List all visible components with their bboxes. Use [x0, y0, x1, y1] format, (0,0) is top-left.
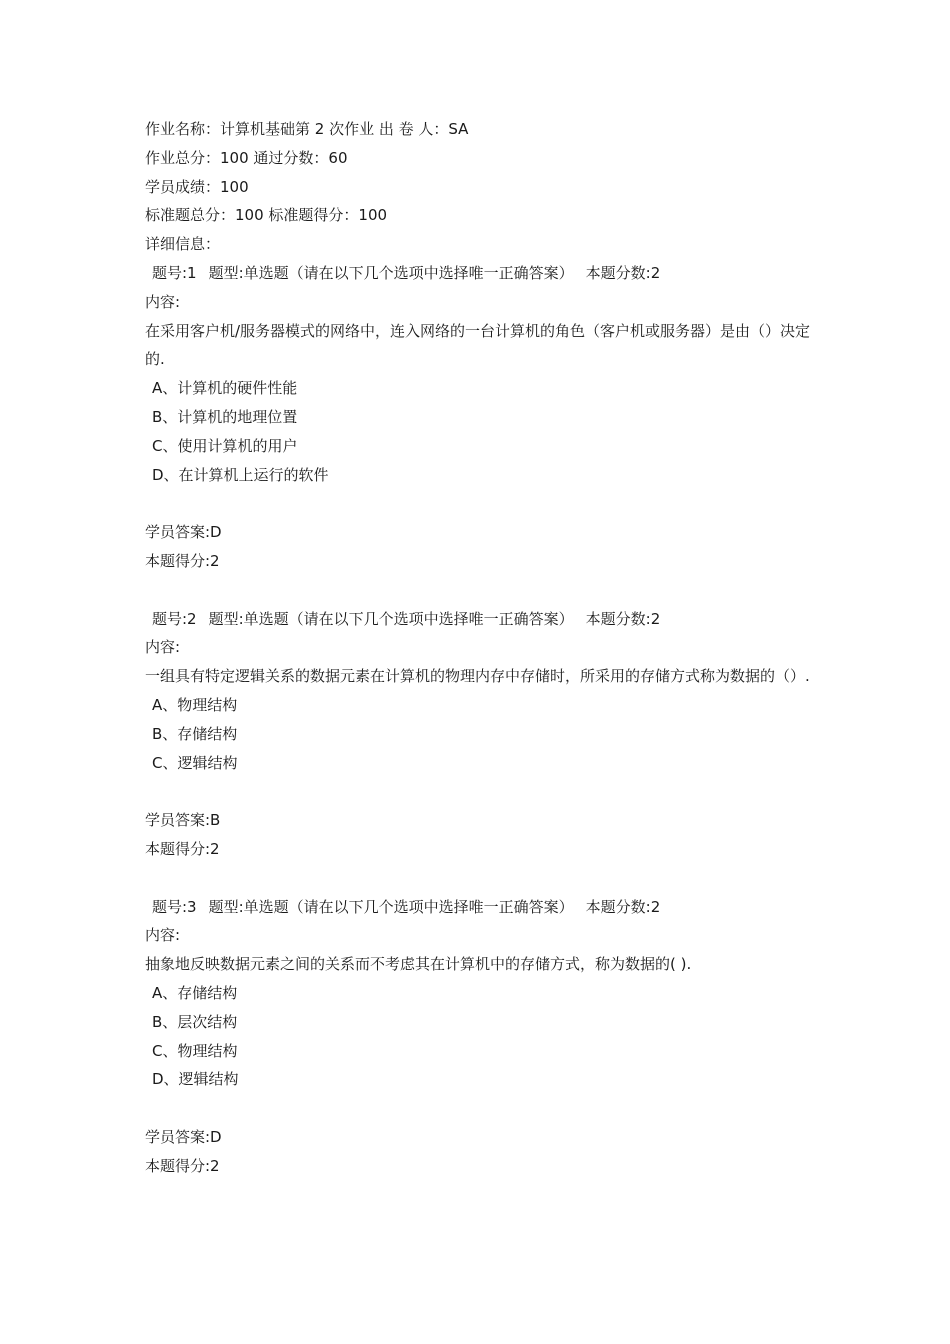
question-type: 题型:单选题（请在以下几个选项中选择唯一正确答案） [208, 263, 574, 282]
question-type: 题型:单选题（请在以下几个选项中选择唯一正确答案） [208, 897, 574, 916]
question-type: 题型:单选题（请在以下几个选项中选择唯一正确答案） [208, 609, 574, 628]
option: A、物理结构 [152, 695, 238, 714]
question-block [145, 259, 825, 605]
option: D、逻辑结构 [152, 1070, 239, 1089]
spacer [145, 489, 825, 518]
content-label: 内容: [145, 638, 181, 657]
option: C、物理结构 [152, 1041, 238, 1060]
content-label: 内容: [145, 926, 181, 945]
option: C、逻辑结构 [152, 753, 238, 772]
total-and-pass-score: 作业总分：100 通过分数：60 [145, 148, 348, 167]
question-block [145, 605, 825, 893]
option: A、存储结构 [152, 983, 238, 1002]
question-score: 本题得分:2 [145, 839, 220, 858]
option: A、计算机的硬件性能 [152, 379, 298, 398]
student-answer: 学员答案:D [145, 1127, 222, 1146]
question-score: 本题得分:2 [145, 551, 220, 570]
spacer [145, 864, 825, 893]
content-label: 内容: [145, 292, 181, 311]
question-score: 本题得分:2 [145, 1156, 220, 1175]
option: B、存储结构 [152, 724, 238, 743]
option: C、使用计算机的用户 [152, 436, 298, 455]
question-header [145, 605, 825, 634]
student-answer: 学员答案:B [145, 811, 221, 830]
question-block [145, 893, 825, 1181]
assignment-document [145, 115, 825, 1180]
question-number: 题号:3 [152, 897, 197, 916]
spacer [145, 576, 825, 605]
student-score: 学员成绩：100 [145, 177, 249, 196]
option: B、层次结构 [152, 1012, 238, 1031]
question-content: 一组具有特定逻辑关系的数据元素在计算机的物理内存中存储时，所采用的存储方式称为数据的（）. [145, 667, 810, 686]
spacer [145, 777, 825, 806]
question-number: 题号:1 [152, 263, 197, 282]
question-header [145, 259, 825, 288]
option: B、计算机的地理位置 [152, 407, 298, 426]
standard-scores: 标准题总分：100 标准题得分：100 [145, 206, 388, 225]
option: D、在计算机上运行的软件 [152, 465, 329, 484]
spacer [145, 1094, 825, 1123]
question-content: 在采用客户机/服务器模式的网络中，连入网络的一台计算机的角色（客户机或服务器）是由（）决定的. [145, 321, 811, 369]
question-points: 本题分数:2 [585, 263, 661, 282]
question-content: 抽象地反映数据元素之间的关系而不考虑其在计算机中的存储方式，称为数据的( ). [145, 955, 692, 974]
details-label: 详细信息： [145, 235, 221, 254]
student-answer: 学员答案:D [145, 523, 222, 542]
question-points: 本题分数:2 [585, 609, 661, 628]
question-number: 题号:2 [152, 609, 197, 628]
question-points: 本题分数:2 [585, 897, 661, 916]
assignment-name: 作业名称：计算机基础第 2 次作业 出 卷 人：SA [145, 120, 469, 138]
question-header [145, 893, 825, 922]
